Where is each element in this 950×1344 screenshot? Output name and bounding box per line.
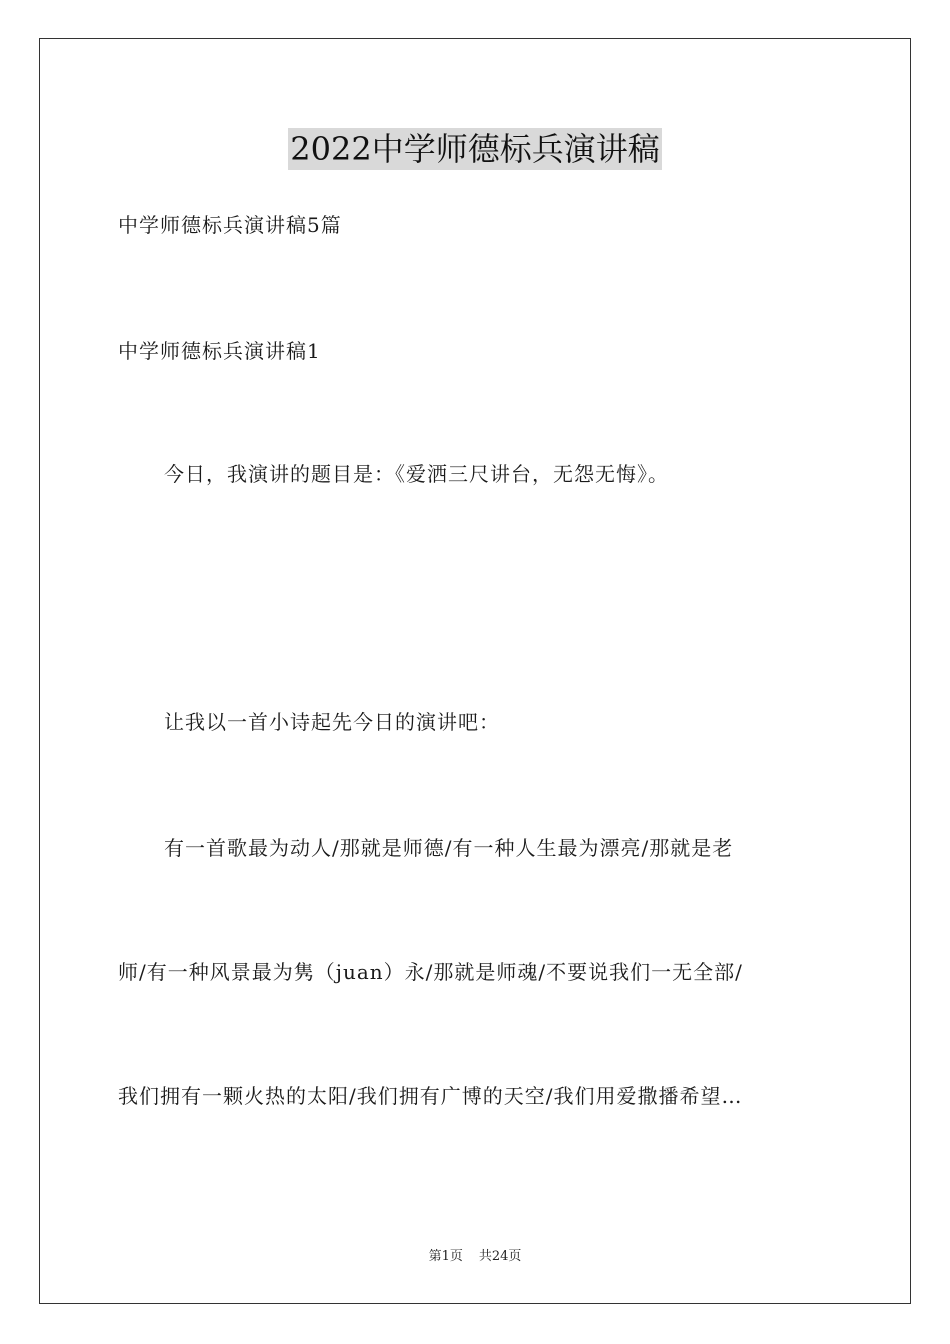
page-number: 第1页 bbox=[428, 1249, 463, 1264]
section-heading: 中学师德标兵演讲稿1 bbox=[118, 339, 321, 363]
paragraph-poem-line-2: 师/有一种风景最为隽（juan）永/那就是师魂/不要说我们一无全部/ bbox=[118, 960, 743, 984]
paragraph-poem-lead: 让我以一首小诗起先今日的演讲吧： bbox=[164, 710, 500, 734]
paragraph-intro: 今日，我演讲的题目是：《爱洒三尺讲台，无怨无悔》。 bbox=[164, 462, 669, 486]
page-footer bbox=[0, 1248, 950, 1266]
document-subtitle: 中学师德标兵演讲稿5篇 bbox=[118, 213, 342, 237]
document-title bbox=[0, 128, 950, 170]
paragraph-poem-line-1: 有一首歌最为动人/那就是师德/有一种人生最为漂亮/那就是老 bbox=[164, 836, 734, 860]
document-title-text: 2022中学师德标兵演讲稿 bbox=[290, 130, 660, 168]
paragraph-poem-line-3: 我们拥有一颗火热的太阳/我们拥有广博的天空/我们用爱撒播希望… bbox=[118, 1084, 743, 1108]
page-total: 共24页 bbox=[478, 1249, 522, 1264]
